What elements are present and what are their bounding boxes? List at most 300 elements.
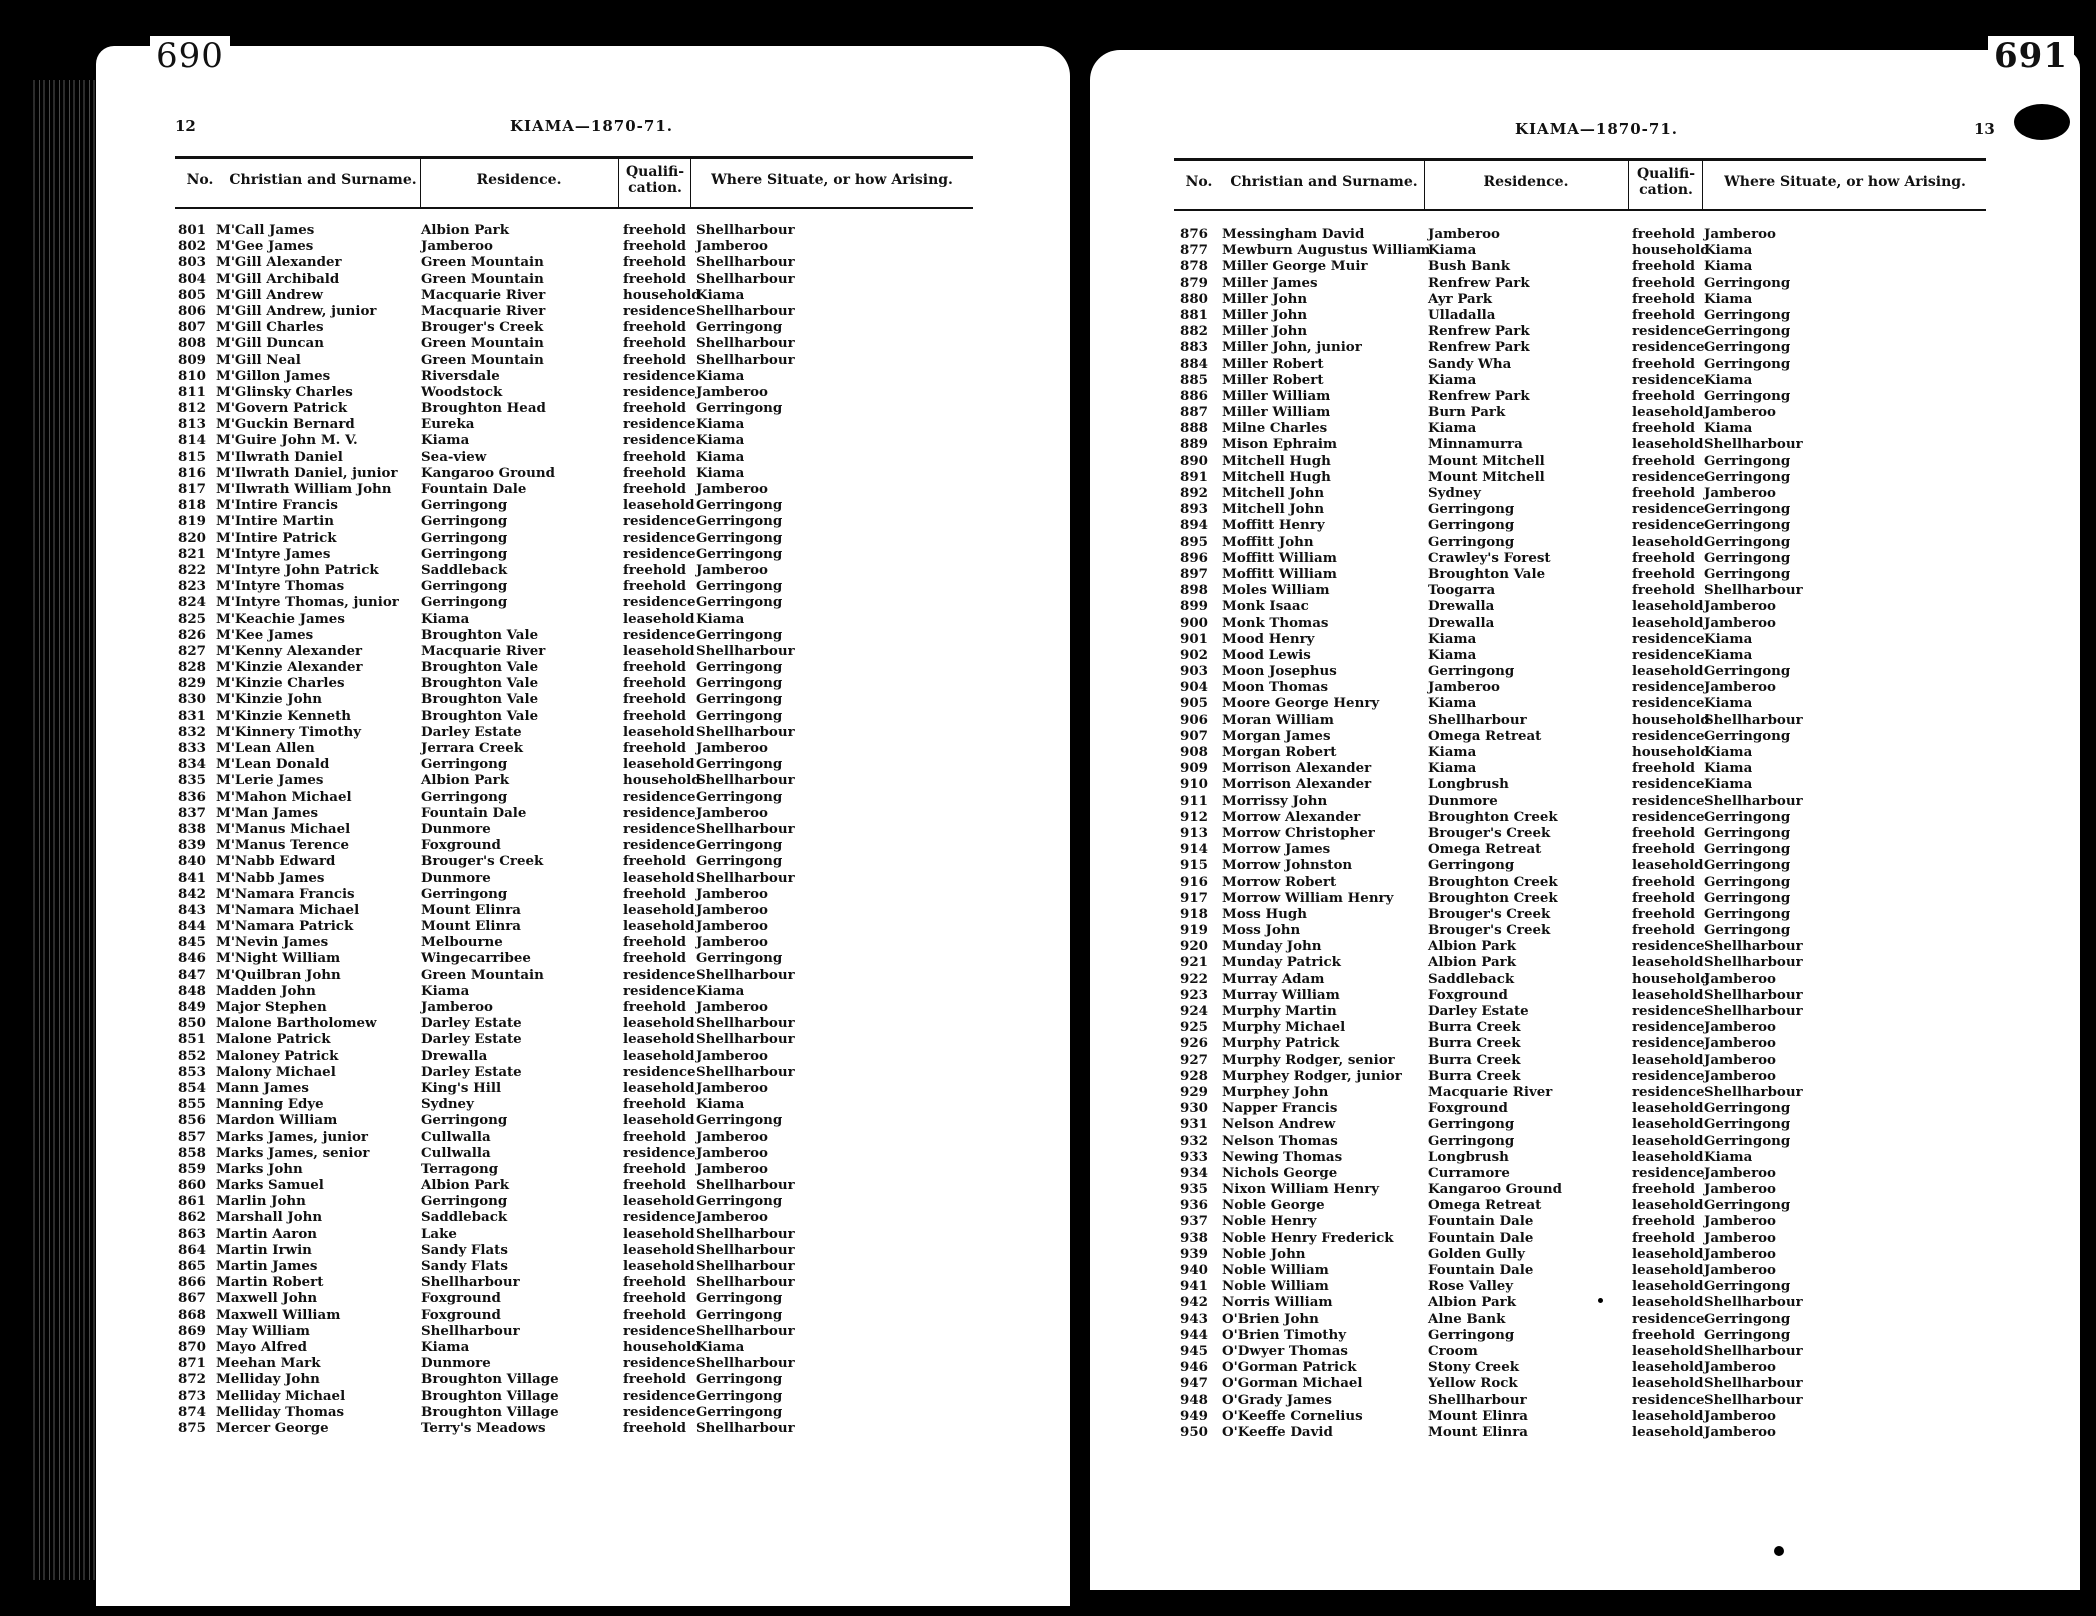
entry-number: 886 [1180, 387, 1208, 404]
voter-name: Munday Patrick [1222, 954, 1341, 971]
ink-speck [1774, 1546, 1784, 1556]
voter-name: O'Brien Timothy [1222, 1326, 1346, 1343]
entry-number: 906 [1180, 711, 1208, 728]
qualification: freehold [1632, 1213, 1695, 1230]
residence: Gerringong [1428, 533, 1515, 550]
residence: Sea-view [421, 448, 487, 465]
qualification: freehold [623, 400, 686, 417]
qualification: leasehold [1632, 614, 1704, 631]
qualification: freehold [1632, 1181, 1695, 1198]
qualification: freehold [623, 448, 686, 465]
qualification: freehold [1632, 873, 1695, 890]
voter-name: Miller John [1222, 323, 1308, 340]
entry-number: 884 [1180, 355, 1208, 372]
col-header-qualification: Qualifi- cation. [625, 164, 685, 196]
where-situate: Shellharbour [696, 772, 795, 789]
where-situate: Shellharbour [696, 302, 795, 319]
table-row [1180, 388, 1986, 404]
residence: Fountain Dale [421, 481, 527, 497]
where-situate: Jamberoo [696, 918, 768, 935]
entry-number: 852 [178, 1047, 206, 1064]
table-row [178, 1064, 973, 1080]
entry-number: 901 [1180, 630, 1208, 647]
residence: Omega Retreat [1428, 727, 1542, 744]
table-row [178, 967, 973, 983]
qualification: freehold [623, 561, 686, 578]
voter-name: Murray Adam [1222, 970, 1325, 987]
entry-number: 848 [178, 982, 206, 999]
qualification: freehold [1632, 824, 1695, 841]
voter-name: Murphey John [1222, 1083, 1329, 1100]
residence: Lake [421, 1225, 457, 1242]
voter-name: Moon Josephus [1222, 663, 1337, 680]
col-header-residence: Residence. [476, 172, 562, 188]
qualification: freehold [1632, 565, 1695, 582]
table-row [178, 1193, 973, 1209]
entry-number: 871 [178, 1355, 206, 1372]
voter-name: M'Kinzie Alexander [216, 659, 363, 676]
qualification: freehold [623, 1419, 686, 1436]
table-row [178, 1129, 973, 1145]
qualification: leasehold [1632, 1375, 1704, 1392]
entry-number: 835 [178, 772, 206, 789]
where-situate: Kiama [696, 982, 745, 999]
where-situate: Gerringong [696, 675, 783, 692]
entry-number: 869 [178, 1322, 206, 1339]
residence: Sydney [1428, 485, 1481, 501]
voter-name: M'Man James [216, 804, 319, 821]
entry-number: 899 [1180, 598, 1208, 615]
voter-name: Major Stephen [216, 999, 327, 1015]
residence: Brouger's Creek [1428, 824, 1551, 841]
qualification: residence [1632, 646, 1705, 663]
where-situate: Jamberoo [696, 1079, 768, 1096]
where-situate: Kiama [1704, 420, 1753, 437]
voter-name: Noble William [1222, 1262, 1329, 1278]
entry-number: 887 [1180, 404, 1208, 421]
residence: Brouger's Creek [1428, 922, 1551, 939]
residence: Mount Mitchell [1428, 468, 1545, 485]
entry-number: 934 [1180, 1164, 1208, 1181]
qualification: leasehold [623, 723, 695, 740]
where-situate: Gerringong [696, 529, 783, 546]
qualification: residence [1632, 323, 1705, 340]
where-situate: Jamberoo [696, 804, 768, 821]
voter-name: Miller Robert [1222, 371, 1324, 388]
entry-number: 894 [1180, 517, 1208, 534]
voter-name: M'Gill Charles [216, 319, 324, 336]
qualification: residence [1632, 339, 1705, 356]
voter-name: Martin Irwin [216, 1241, 312, 1258]
table-row [1180, 307, 1986, 323]
where-situate: Gerringong [696, 400, 783, 417]
where-situate: Jamberoo [1704, 598, 1776, 615]
qualification: residence [623, 1322, 696, 1339]
voter-name: M'Kinnery Timothy [216, 723, 361, 740]
qualification: leasehold [1632, 404, 1704, 421]
entry-number: 838 [178, 820, 206, 837]
residence: Gerringong [1428, 501, 1515, 518]
where-situate: Kiama [1704, 290, 1753, 307]
voter-name: Milne Charles [1222, 420, 1328, 437]
entry-number: 890 [1180, 452, 1208, 469]
qualification: freehold [1632, 1229, 1695, 1246]
table-row [1180, 1197, 1986, 1213]
entry-number: 924 [1180, 1003, 1208, 1019]
voter-name: Morgan James [1222, 727, 1331, 744]
voter-name: M'Night William [216, 950, 341, 967]
residence: Gerringong [421, 513, 508, 530]
where-situate: Gerringong [696, 626, 783, 643]
where-situate: Jamberoo [1704, 226, 1776, 242]
voter-name: Morrow James [1222, 841, 1331, 858]
entry-number: 810 [178, 367, 206, 384]
qualification: leasehold [1632, 1278, 1704, 1295]
residence: Gerringong [1428, 1326, 1515, 1343]
where-situate: Jamberoo [1704, 1423, 1776, 1440]
qualification: freehold [623, 222, 686, 238]
table-row [178, 432, 973, 448]
residence: Longbrush [1428, 776, 1509, 793]
residence: Longbrush [1428, 1148, 1509, 1165]
qualification: leasehold [1632, 1116, 1704, 1133]
residence: Sandy Flats [421, 1258, 508, 1274]
voter-name: Marks Samuel [216, 1177, 324, 1194]
voter-name: Morrow Alexander [1222, 808, 1361, 825]
voter-name: Martin Aaron [216, 1225, 318, 1242]
residence: Sandy Wha [1428, 355, 1512, 372]
voter-name: Noble William [1222, 1278, 1329, 1295]
voter-name: Murphy Martin [1222, 1003, 1337, 1019]
where-situate: Gerringong [696, 513, 783, 530]
qualification: leasehold [1632, 1423, 1704, 1440]
where-situate: Kiama [1704, 646, 1753, 663]
voter-name: M'Manus Michael [216, 820, 351, 837]
qualification: residence [623, 626, 696, 643]
where-situate: Gerringong [1704, 824, 1791, 841]
col-header-name: Christian and Surname. [1230, 174, 1418, 190]
where-situate: Shellharbour [696, 966, 795, 983]
table-row [178, 1096, 973, 1112]
table-row [1180, 857, 1986, 873]
where-situate: Gerringong [1704, 922, 1791, 939]
voter-name: M'Kenny Alexander [216, 642, 363, 659]
table-row [178, 1388, 973, 1404]
table-row [178, 805, 973, 821]
residence: Drewalla [421, 1047, 488, 1064]
table-row [1180, 825, 1986, 841]
voter-name: Mayo Alfred [216, 1338, 308, 1355]
entry-number: 923 [1180, 986, 1208, 1003]
voter-name: Miller John [1222, 306, 1308, 323]
qualification: leasehold [623, 1079, 695, 1096]
table-row [178, 1258, 973, 1274]
voter-name: Mood Lewis [1222, 646, 1311, 663]
entry-number: 860 [178, 1177, 206, 1194]
entry-number: 867 [178, 1290, 206, 1307]
table-row [178, 1112, 973, 1128]
qualification: freehold [1632, 760, 1695, 777]
where-situate: Gerringong [1704, 857, 1791, 874]
where-situate: Gerringong [696, 545, 783, 562]
entry-number: 908 [1180, 744, 1208, 760]
where-situate: Jamberoo [696, 238, 768, 255]
table-row [178, 303, 973, 319]
qualification: leasehold [623, 1047, 695, 1064]
table-row [1180, 971, 1986, 987]
table-row [1180, 226, 1986, 242]
voter-name: M'Lean Donald [216, 756, 330, 773]
table-row [1180, 647, 1986, 663]
voter-name: M'Lerie James [216, 772, 324, 789]
qualification: leasehold [623, 497, 695, 514]
residence: Gerringong [421, 1193, 508, 1210]
where-situate: Shellharbour [1704, 986, 1803, 1003]
residence: Dunmore [421, 1355, 491, 1372]
table-row [178, 513, 973, 529]
voter-name: O'Keeffe David [1222, 1423, 1333, 1440]
qualification: residence [623, 1063, 696, 1080]
where-situate: Jamberoo [696, 481, 768, 497]
voter-name: Noble George [1222, 1197, 1325, 1214]
where-situate: Gerringong [696, 1371, 783, 1388]
qualification: freehold [623, 950, 686, 967]
voter-name: O'Grady James [1222, 1391, 1332, 1408]
entry-number: 814 [178, 432, 206, 449]
voter-name: Moon Thomas [1222, 679, 1329, 696]
entry-number: 878 [1180, 258, 1208, 275]
where-situate: Gerringong [1704, 1132, 1791, 1149]
where-situate: Gerringong [696, 497, 783, 514]
entry-number: 842 [178, 885, 206, 902]
table-row [1180, 501, 1986, 517]
where-situate: Kiama [1704, 630, 1753, 647]
entry-number: 933 [1180, 1148, 1208, 1165]
residence: Broughton Vale [421, 659, 539, 676]
residence: Riversdale [421, 367, 500, 384]
residence: Gerringong [1428, 663, 1515, 680]
where-situate: Shellharbour [1704, 954, 1803, 971]
right-rows [1180, 226, 1986, 1440]
residence: Drewalla [1428, 614, 1495, 631]
where-situate: Jamberoo [1704, 1359, 1776, 1376]
where-situate: Gerringong [696, 756, 783, 773]
residence: Mount Elinra [421, 918, 521, 935]
entry-number: 891 [1180, 468, 1208, 485]
table-row [178, 352, 973, 368]
table-row [178, 724, 973, 740]
voter-name: O'Gorman Michael [1222, 1375, 1363, 1392]
where-situate: Shellharbour [696, 335, 795, 352]
where-situate: Shellharbour [696, 1177, 795, 1194]
where-situate: Jamberoo [696, 901, 768, 918]
table-row [1180, 890, 1986, 906]
residence: Macquarie River [421, 302, 546, 319]
qualification: residence [623, 1403, 696, 1420]
qualification: leasehold [623, 756, 695, 773]
where-situate: Kiama [696, 367, 745, 384]
entry-number: 863 [178, 1225, 206, 1242]
table-row [178, 756, 973, 772]
voter-name: Moffitt William [1222, 549, 1337, 566]
entry-number: 911 [1180, 792, 1208, 809]
entry-number: 802 [178, 238, 206, 255]
qualification: freehold [623, 351, 686, 368]
residence: Crawley's Forest [1428, 549, 1551, 566]
qualification: residence [1632, 776, 1705, 793]
entry-number: 928 [1180, 1067, 1208, 1084]
entry-number: 832 [178, 723, 206, 740]
entry-number: 902 [1180, 646, 1208, 663]
voter-name: Mitchell John [1222, 485, 1325, 501]
where-situate: Jamberoo [1704, 404, 1776, 421]
entry-number: 926 [1180, 1035, 1208, 1052]
qualification: leasehold [1632, 1359, 1704, 1376]
residence: Gerringong [421, 788, 508, 805]
qualification: freehold [1632, 290, 1695, 307]
qualification: residence [623, 837, 696, 854]
entry-number: 939 [1180, 1245, 1208, 1262]
voter-name: M'Ilwrath Daniel [216, 448, 343, 465]
voter-name: M'Kinzie Charles [216, 675, 345, 692]
table-row [1180, 1375, 1986, 1391]
entry-number: 851 [178, 1031, 206, 1048]
table-row [1180, 760, 1986, 776]
residence: Kiama [1428, 371, 1477, 388]
qualification: leasehold [1632, 1132, 1704, 1149]
voter-name: Maxwell William [216, 1306, 341, 1323]
voter-name: M'Namara Michael [216, 901, 360, 918]
entry-number: 874 [178, 1403, 206, 1420]
qualification: household [1632, 242, 1710, 259]
voter-name: M'Nevin James [216, 934, 329, 951]
qualification: freehold [623, 659, 686, 676]
residence: Dunmore [421, 869, 491, 886]
where-situate: Gerringong [1704, 873, 1791, 890]
where-situate: Kiama [696, 416, 745, 433]
qualification: leasehold [623, 918, 695, 935]
voter-name: Morgan Robert [1222, 744, 1337, 760]
residence: Albion Park [421, 772, 509, 789]
residence: Burra Creek [1428, 1035, 1521, 1052]
qualification: freehold [1632, 226, 1695, 242]
residence: Broughton Vale [421, 707, 539, 724]
voter-name: Morrow William Henry [1222, 889, 1394, 906]
qualification: residence [623, 1144, 696, 1161]
where-situate: Gerringong [1704, 1100, 1791, 1117]
where-situate: Gerringong [696, 1193, 783, 1210]
left-page-title: KIAMA—1870-71. [510, 117, 674, 135]
qualification: freehold [1632, 905, 1695, 922]
residence: Broughton Village [421, 1403, 559, 1420]
table-row [178, 1290, 973, 1306]
qualification: residence [623, 804, 696, 821]
qualification: freehold [1632, 452, 1695, 469]
entry-number: 821 [178, 545, 206, 562]
entry-number: 818 [178, 497, 206, 514]
voter-name: M'Quilbran John [216, 966, 341, 983]
residence: Kangaroo Ground [421, 464, 555, 481]
where-situate: Jamberoo [696, 1144, 768, 1161]
entry-number: 816 [178, 464, 206, 481]
table-row [178, 1226, 973, 1242]
table-row [178, 611, 973, 627]
voter-name: M'Gill Archibald [216, 270, 340, 287]
entry-number: 819 [178, 513, 206, 530]
where-situate: Jamberoo [696, 1047, 768, 1064]
qualification: leasehold [1632, 1407, 1704, 1424]
residence: Kiama [1428, 695, 1477, 712]
table-row [1180, 1408, 1986, 1424]
residence: Drewalla [1428, 598, 1495, 615]
where-situate: Shellharbour [696, 723, 795, 740]
table-row [178, 530, 973, 546]
residence: Broughton Village [421, 1371, 559, 1388]
qualification: leasehold [1632, 663, 1704, 680]
table-row [1180, 469, 1986, 485]
residence: Shellharbour [421, 1274, 520, 1291]
voter-name: M'Govern Patrick [216, 400, 348, 417]
table-row [1180, 517, 1986, 533]
where-situate: Kiama [1704, 371, 1753, 388]
qualification: freehold [623, 1306, 686, 1323]
residence: Renfrew Park [1428, 387, 1530, 404]
residence: Mount Elinra [1428, 1407, 1528, 1424]
voter-name: M'Nabb James [216, 869, 325, 886]
table-row [1180, 615, 1986, 631]
qualification: household [1632, 970, 1710, 987]
residence: Green Mountain [421, 270, 544, 287]
qualification: residence [623, 966, 696, 983]
entry-number: 940 [1180, 1262, 1208, 1278]
where-situate: Shellharbour [696, 1031, 795, 1048]
entry-number: 849 [178, 999, 206, 1015]
residence: Gerringong [1428, 1132, 1515, 1149]
entry-number: 822 [178, 561, 206, 578]
where-situate: Jamberoo [1704, 1213, 1776, 1230]
qualification: residence [623, 788, 696, 805]
entry-number: 811 [178, 383, 206, 400]
where-situate: Gerringong [1704, 452, 1791, 469]
qualification: freehold [623, 885, 686, 902]
table-row [178, 578, 973, 594]
where-situate: Gerringong [696, 853, 783, 870]
qualification: residence [623, 529, 696, 546]
residence: Woodstock [421, 383, 503, 400]
voter-name: Mann James [216, 1079, 309, 1096]
table-row [178, 449, 973, 465]
voter-name: Mewburn Augustus William [1222, 242, 1431, 259]
entry-number: 843 [178, 901, 206, 918]
voter-name: Murphey Rodger, junior [1222, 1067, 1402, 1084]
entry-number: 806 [178, 302, 206, 319]
qualification: freehold [1632, 258, 1695, 275]
table-row [1180, 744, 1986, 760]
where-situate: Gerringong [1704, 889, 1791, 906]
table-row [178, 400, 973, 416]
qualification: residence [623, 1355, 696, 1372]
voter-name: Marks James, senior [216, 1144, 370, 1161]
table-row [1180, 1294, 1986, 1310]
qualification: freehold [623, 1290, 686, 1307]
table-row [1180, 1052, 1986, 1068]
entry-number: 903 [1180, 663, 1208, 680]
entry-number: 918 [1180, 905, 1208, 922]
residence: Saddleback [421, 1209, 508, 1226]
entry-number: 812 [178, 400, 206, 417]
entry-number: 882 [1180, 323, 1208, 340]
entry-number: 936 [1180, 1197, 1208, 1214]
